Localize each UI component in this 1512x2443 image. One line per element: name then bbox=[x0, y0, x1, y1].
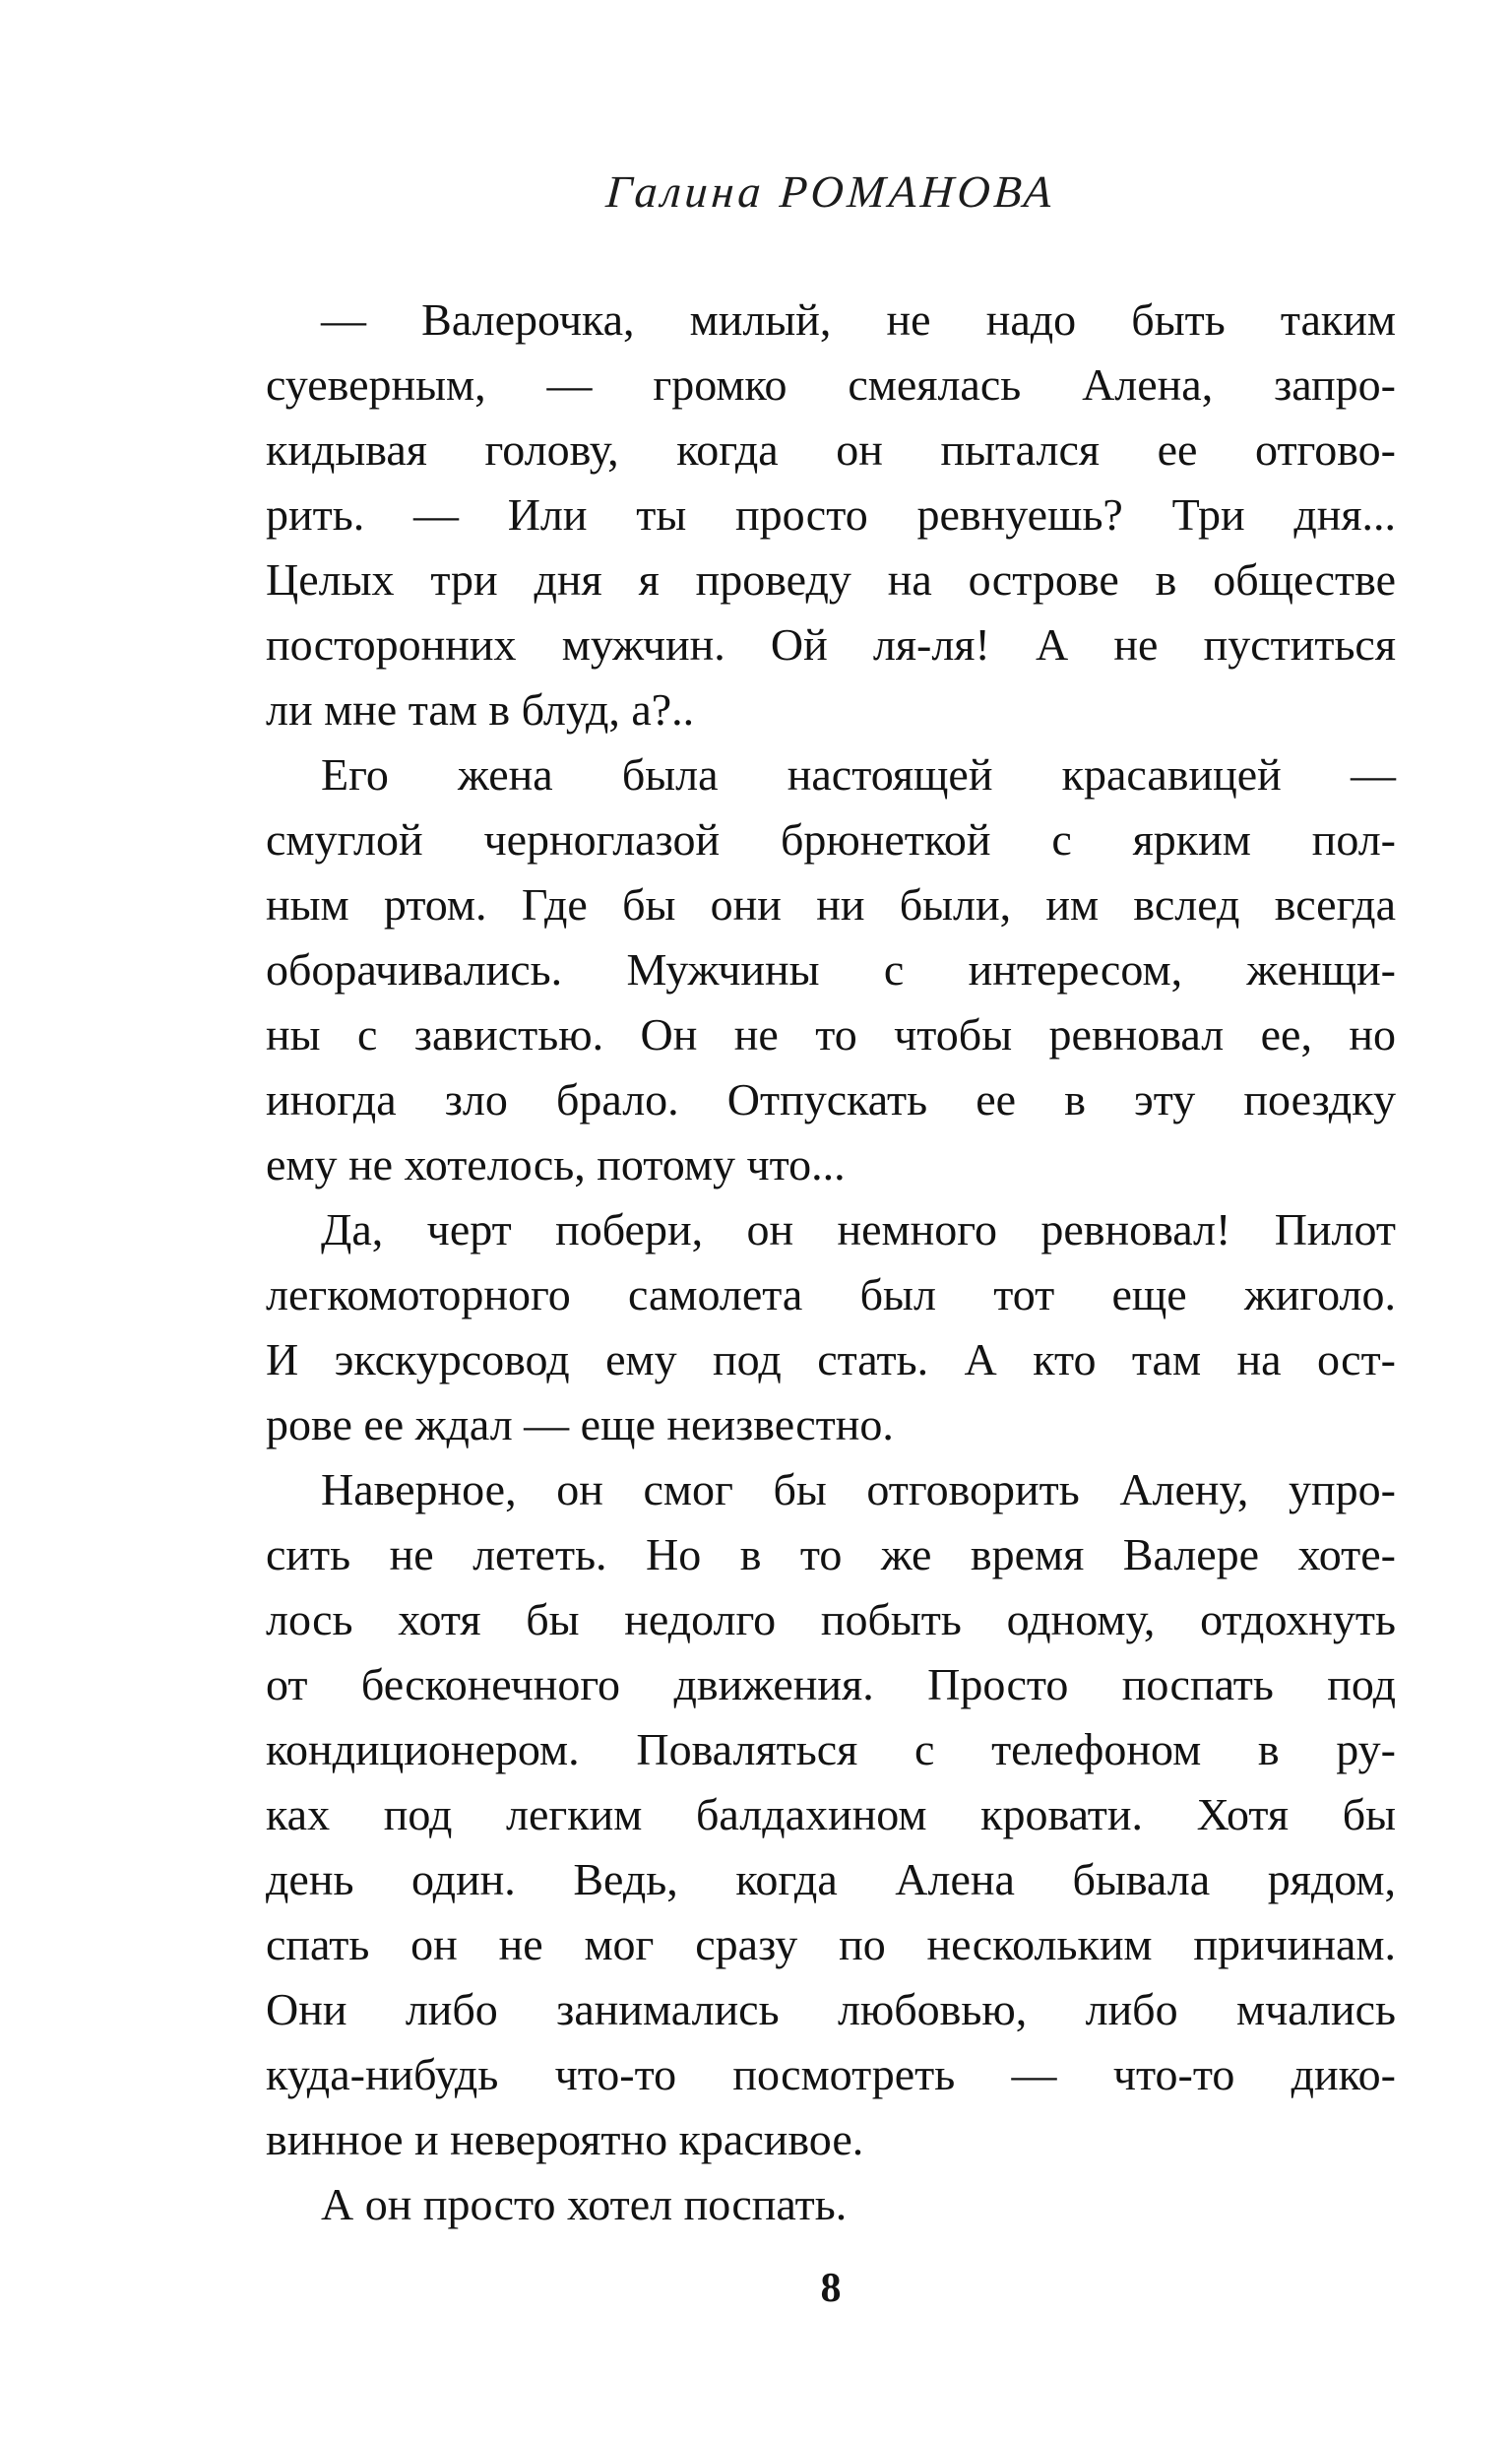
text-line: суеверным, — громко смеялась Алена, запро- bbox=[266, 359, 1396, 410]
text-line: винное и невероятно красивое. bbox=[266, 2114, 864, 2164]
text-line: Они либо занимались любовью, либо мчались bbox=[266, 1984, 1396, 2034]
text-line: куда-нибудь что-то посмотреть — что-то дико- bbox=[266, 2049, 1396, 2099]
paragraph bbox=[266, 1457, 1396, 2172]
text-line: спать он не мог сразу по нескольким причинам. bbox=[266, 1919, 1396, 1969]
text-line: день один. Ведь, когда Алена бывала рядом, bbox=[266, 1854, 1396, 1904]
text-line: ли мне там в блуд, а?.. bbox=[266, 684, 695, 735]
paragraph bbox=[266, 742, 1396, 1197]
page-number: 8 bbox=[820, 2266, 842, 2311]
paragraph bbox=[266, 288, 1396, 742]
text-line: Целых три дня я проведу на острове в обществе bbox=[266, 554, 1396, 605]
text-line: Да, черт побери, он немного ревновал! Пилот bbox=[321, 1204, 1396, 1254]
paragraph bbox=[266, 2172, 1396, 2237]
paragraph bbox=[266, 1197, 1396, 1457]
text-line: ках под легким балдахином кровати. Хотя бы bbox=[266, 1789, 1396, 1839]
text-line: посторонних мужчин. Ой ля-ля! А не пуститься bbox=[266, 619, 1396, 670]
text-line: легкомоторного самолета был тот еще жиголо. bbox=[266, 1269, 1396, 1319]
text-line: лось хотя бы недолго побыть одному, отдохнуть bbox=[266, 1594, 1396, 1644]
running-header-author: Галина РОМАНОВА bbox=[603, 166, 1057, 217]
text-line: кидывая голову, когда он пытался ее отгово- bbox=[266, 424, 1396, 475]
text-block bbox=[266, 288, 1396, 2237]
text-line: — Валерочка, милый, не надо быть таким bbox=[321, 294, 1396, 345]
text-line: ему не хотелось, потому что... bbox=[266, 1139, 846, 1189]
text-line: от бесконечного движения. Просто поспать под bbox=[266, 1659, 1396, 1709]
text-line: Наверное, он смог бы отговорить Алену, упро- bbox=[321, 1464, 1396, 1514]
text-line: И экскурсовод ему под стать. А кто там на ост- bbox=[266, 1334, 1396, 1384]
text-line: ным ртом. Где бы они ни были, им вслед всегда bbox=[266, 879, 1396, 930]
text-line: ны с завистью. Он не то чтобы ревновал ее, но bbox=[266, 1009, 1396, 1060]
text-line: рове ее ждал — еще неизвестно. bbox=[266, 1399, 894, 1449]
text-line: смуглой черноглазой брюнеткой с ярким пол- bbox=[266, 814, 1396, 865]
text-line: А он просто хотел поспать. bbox=[321, 2179, 848, 2229]
text-line: кондиционером. Поваляться с телефоном в ру- bbox=[266, 1724, 1396, 1774]
text-line: рить. — Или ты просто ревнуешь? Три дня... bbox=[266, 489, 1396, 540]
text-line: иногда зло брало. Отпускать ее в эту поездку bbox=[266, 1074, 1396, 1125]
text-line: сить не лететь. Но в то же время Валере хоте- bbox=[266, 1529, 1396, 1579]
text-line: оборачивались. Мужчины с интересом, женщи- bbox=[266, 944, 1396, 995]
text-line: Его жена была настоящей красавицей — bbox=[321, 749, 1396, 800]
